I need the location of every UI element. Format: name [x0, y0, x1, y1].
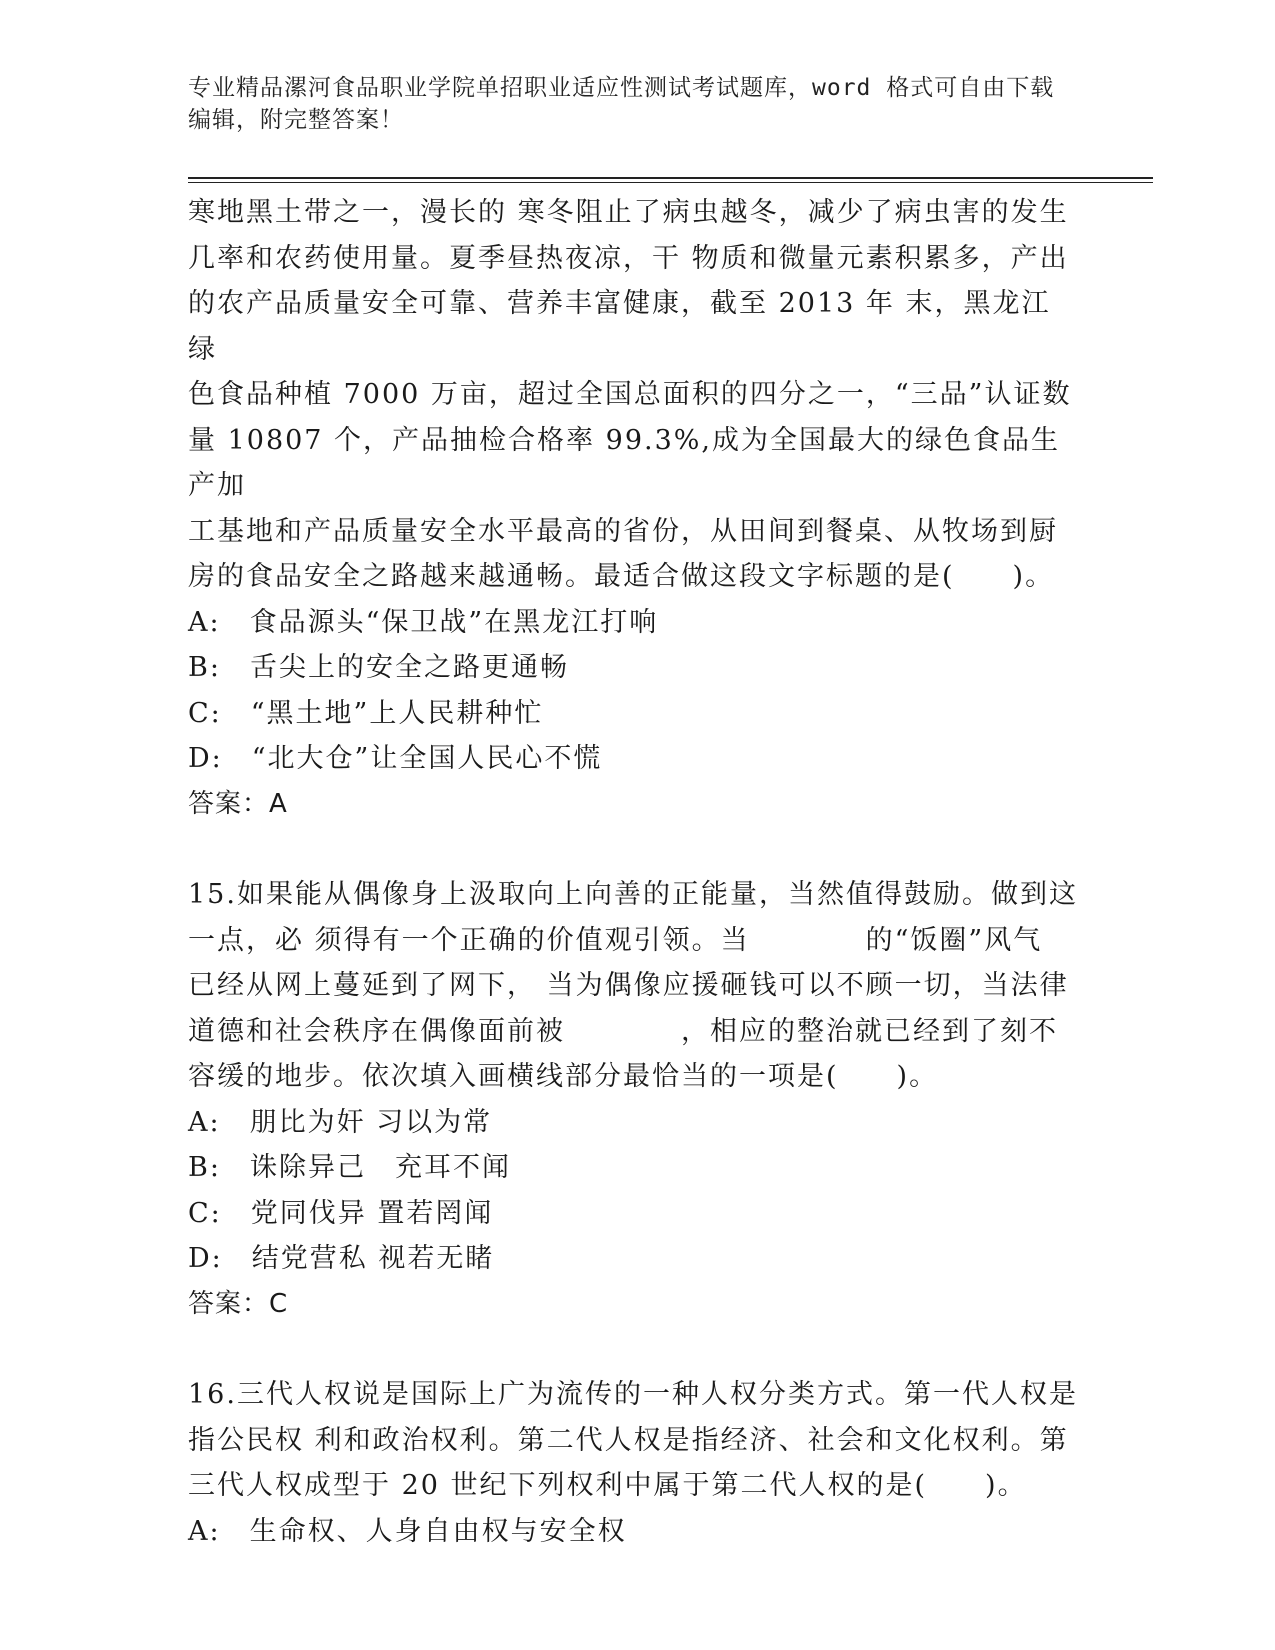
option-d: D: 结党营私 视若无睹 [188, 1243, 495, 1274]
question-15 [188, 872, 1078, 1327]
header-line-1: 专业精品漯河食品职业学院单招职业适应性测试考试题库，word 格式可自由下载 [188, 75, 1055, 101]
question-text-line: 16.三代人权说是国际上广为流传的一种人权分类方式。第一代人权是 [188, 1379, 1078, 1410]
question-16 [188, 1372, 1078, 1554]
option-b: B: 诛除异己 充耳不闻 [188, 1152, 511, 1183]
option-b: B: 舌尖上的安全之路更通畅 [188, 652, 569, 683]
question-content [188, 190, 1078, 1554]
answer-line: 答案：C [188, 1288, 289, 1319]
document-header [188, 72, 1068, 136]
question-text-line: 道德和社会秩序在偶像面前被 ，相应的整治就已经到了刻不 [188, 1015, 1058, 1047]
question-text-line: 已经从网上蔓延到了网下， 当为偶像应援砸钱可以不顾一切，当法律 [188, 970, 1069, 1001]
option-a: A: 食品源头“保卫战”在黑龙江打响 [188, 606, 659, 638]
header-divider-thick [188, 177, 1153, 179]
question-text-line: 量 10807 个，产品抽检合格率 99.3%,成为全国最大的绿色食品生产加 [188, 424, 1060, 501]
option-c: C: 党同伐异 置若罔闻 [188, 1197, 494, 1229]
question-text-line: 指公民权 利和政治权利。第二代人权是指经济、社会和文化权利。第 [188, 1424, 1069, 1456]
option-a: A: 朋比为奸 习以为常 [188, 1106, 493, 1138]
spacer [188, 827, 1078, 872]
question-text-line: 一点，必 须得有一个正确的价值观引领。当 的“饭圈”风气 [188, 924, 1043, 956]
spacer [188, 1327, 1078, 1372]
question-text-line: 15.如果能从偶像身上汲取向上向善的正能量，当然值得鼓励。做到这 [188, 879, 1078, 910]
option-c: C: “黑土地”上人民耕种忙 [188, 697, 544, 729]
question-text-line: 三代人权成型于 20 世纪下列权利中属于第二代人权的是( )。 [188, 1470, 1027, 1501]
answer-line: 答案：A [188, 788, 288, 819]
question-text-line: 工基地和产品质量安全水平最高的省份，从田间到餐桌、从牧场到厨 [188, 515, 1058, 547]
header-line-2: 编辑，附完整答案！ [188, 107, 404, 133]
question-text-line: 几率和农药使用量。夏季昼热夜凉，干 物质和微量元素积累多，产出 [188, 242, 1069, 274]
question-text-line: 容缓的地步。依次填入画横线部分最恰当的一项是( )。 [188, 1061, 939, 1092]
header-divider-thin [188, 182, 1153, 183]
question-text-line: 的农产品质量安全可靠、营养丰富健康，截至 2013 年 末，黑龙江绿 [188, 288, 1051, 365]
question-text-line: 色食品种植 7000 万亩，超过全国总面积的四分之一，“三品”认证数 [188, 379, 1072, 410]
question-text-line: 寒地黑土带之一，漫长的 寒冬阻止了病虫越冬，减少了病虫害的发生 [188, 197, 1069, 228]
question-text-line: 房的食品安全之路越来越通畅。最适合做这段文字标题的是( )。 [188, 561, 1055, 592]
question-14-continued [188, 190, 1078, 827]
option-d: D: “北大仓”让全国人民心不慌 [188, 743, 603, 774]
option-a: A: 生命权、人身自由权与安全权 [188, 1515, 627, 1547]
